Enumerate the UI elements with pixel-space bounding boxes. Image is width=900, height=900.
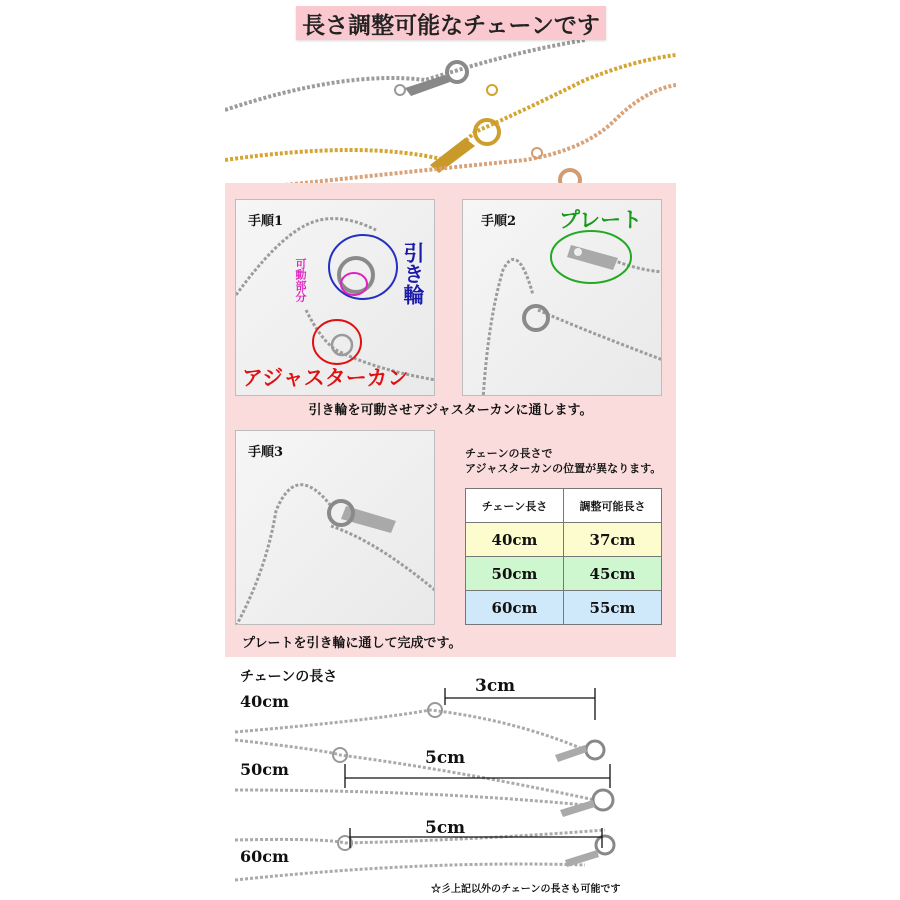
plate-label: プレート bbox=[559, 208, 643, 232]
length-table-cell: 40cm bbox=[466, 523, 564, 557]
step-caption-1: 引き輪を可動させアジャスターカンに通します。 bbox=[308, 403, 593, 418]
length-table bbox=[465, 488, 662, 625]
diagram-dimension: 3cm bbox=[475, 676, 516, 696]
length-table-header-row bbox=[466, 489, 662, 523]
step3-chain-image bbox=[236, 431, 435, 625]
header-chains-image bbox=[225, 40, 676, 185]
step-caption-2: プレートを引き輪に通して完成です。 bbox=[242, 636, 462, 651]
length-table-row bbox=[466, 523, 662, 557]
length-table-cell: 45cm bbox=[564, 557, 662, 591]
step3-photo bbox=[235, 430, 435, 625]
length-table-header: チェーン長さ bbox=[466, 489, 564, 523]
length-diagram-chains bbox=[225, 660, 676, 900]
length-table-row bbox=[466, 557, 662, 591]
length-note-line2: アジャスターカンの位置が異なります。 bbox=[465, 462, 662, 475]
step3-label: 手順3 bbox=[248, 445, 284, 460]
diagram-row-label: 60cm bbox=[240, 847, 289, 866]
step2-label: 手順2 bbox=[481, 214, 517, 229]
length-table-wrap bbox=[465, 488, 662, 625]
length-table-row bbox=[466, 591, 662, 625]
movable-part-label-text: 可動部分 bbox=[294, 258, 307, 302]
step1-photo bbox=[235, 199, 435, 396]
page-title: 長さ調整可能なチェーンです bbox=[296, 6, 606, 40]
length-note bbox=[465, 446, 661, 476]
length-table-cell: 55cm bbox=[564, 591, 662, 625]
diagram-dimension: 5cm bbox=[425, 748, 466, 768]
diagram-footnote: ☆彡上記以外のチェーンの長さも可能です bbox=[431, 884, 621, 895]
length-table-cell: 60cm bbox=[466, 591, 564, 625]
length-note-line1: チェーンの長さで bbox=[465, 447, 553, 460]
length-table-cell: 37cm bbox=[564, 523, 662, 557]
diagram-row-label: 50cm bbox=[240, 760, 289, 779]
step2-photo bbox=[462, 199, 662, 396]
header-photo bbox=[225, 40, 676, 185]
ring-label bbox=[399, 242, 423, 312]
length-table-header: 調整可能長さ bbox=[564, 489, 662, 523]
diagram-heading: チェーンの長さ bbox=[240, 669, 338, 685]
diagram-dimension: 5cm bbox=[425, 818, 466, 838]
step1-label: 手順1 bbox=[248, 214, 284, 229]
ring-label-text: 引き輪 bbox=[401, 242, 425, 305]
adjuster-label: アジャスターカン bbox=[242, 366, 409, 390]
movable-part-label bbox=[294, 258, 308, 305]
diagram-row-label: 40cm bbox=[240, 692, 289, 711]
length-diagram bbox=[225, 660, 676, 900]
length-table-cell: 50cm bbox=[466, 557, 564, 591]
